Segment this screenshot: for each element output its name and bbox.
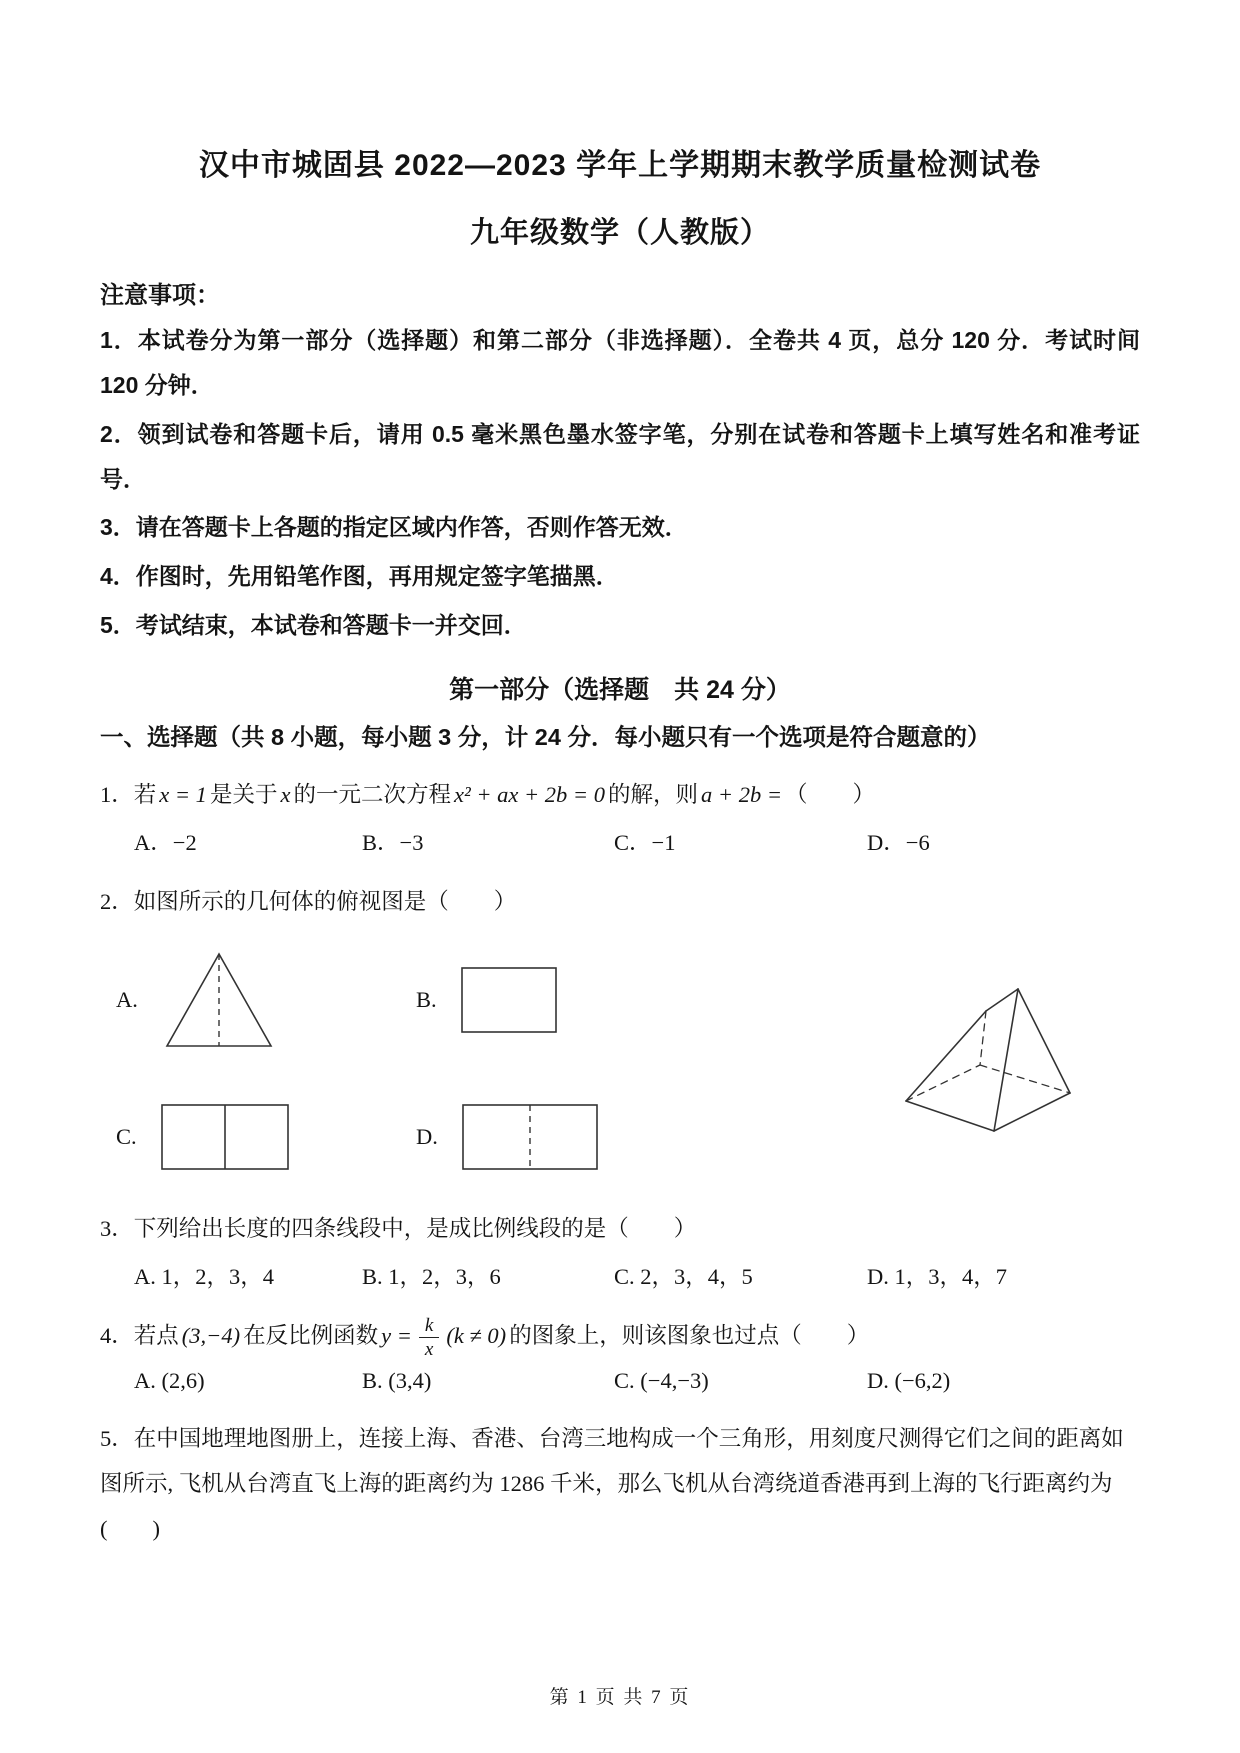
page-subtitle: 九年级数学（人教版）: [469, 217, 770, 249]
rectangle-with-solid-midline-figure: [159, 1102, 291, 1172]
option-b: B. (3,4): [362, 1368, 432, 1394]
figure-label-a: A.: [116, 986, 138, 1012]
notice-item-5: 5．考试结束，本试卷和答题卡一并交回．: [100, 612, 527, 639]
figure-option-a: [116, 950, 416, 1050]
text-segment: 的解，则: [608, 781, 699, 807]
option-a: A．−2: [134, 829, 197, 855]
figure-label-d: D.: [416, 1123, 438, 1149]
math-segment: y =: [381, 1322, 412, 1348]
answer-figures-grid: [100, 950, 746, 1172]
answer-blank: （ ）: [785, 781, 876, 807]
section-instructions: 一、选择题（共 8 小题，每小题 3 分，计 24 分．每小题只有一个选项是符合题意的）: [100, 723, 991, 750]
text-segment: 2．如图所示的几何体的俯视图是（ ）: [100, 888, 517, 914]
solid-figure-wrap: [894, 981, 1140, 1141]
option-c: C．−1: [614, 829, 676, 855]
page-title: 汉中市城固县 2022—2023 学年上学期期末教学质量检测试卷: [198, 149, 1042, 182]
option-b: B．−3: [362, 829, 424, 855]
math-segment: a + 2b =: [701, 781, 783, 807]
question-3-options: [100, 1259, 1140, 1291]
notice-heading: 注意事项：: [100, 282, 220, 309]
option-a: A. 1，2，3，4: [134, 1263, 274, 1289]
fraction-denominator: x: [419, 1337, 439, 1360]
section-part-title: 第一部分（选择题 共 24 分）: [449, 675, 791, 704]
question-2-text: [100, 879, 1140, 924]
option-d: D. 1，3，4，7: [867, 1263, 1007, 1289]
option-b: B. 1，2，3，6: [362, 1263, 501, 1289]
question-1-text: [100, 772, 1140, 817]
question-4-options: [100, 1368, 1140, 1394]
option-c: C. 2，3，4，5: [614, 1263, 753, 1289]
math-segment: x: [280, 781, 291, 807]
question-1: [100, 772, 1140, 857]
answer-blank: （ ）: [779, 1322, 870, 1348]
option-a: A. (2,6): [134, 1368, 205, 1394]
math-segment: x² + ax + 2b = 0: [453, 781, 605, 807]
notice-section: [100, 275, 1140, 648]
notice-item-2: 2．领到试卷和答题卡后，请用 0.5 毫米黑色墨水签字笔，分别在试卷和答题卡上填写姓名和准考证号．: [100, 420, 1140, 492]
triangular-prism-figure: [894, 981, 1084, 1141]
rectangle-figure: [459, 965, 559, 1035]
question-3-text: [100, 1206, 1140, 1251]
figure-label-b: B.: [416, 986, 437, 1012]
question-2-figures: [100, 950, 1140, 1172]
option-d: D. (−6,2): [867, 1368, 951, 1394]
question-4: [100, 1313, 1140, 1394]
math-segment: (3,−4): [181, 1322, 241, 1348]
text-segment: 是关于: [209, 781, 278, 807]
figure-option-b: [416, 965, 746, 1035]
page-footer: 第 1 页 共 7 页: [549, 1687, 691, 1708]
fraction-k-over-x: [419, 1315, 439, 1360]
text-segment: 的一元二次方程: [293, 781, 451, 807]
question-5: [100, 1416, 1140, 1551]
text-segment: 3．下列给出长度的四条线段中，是成比例线段的是（ ）: [100, 1215, 697, 1241]
figure-option-c: [116, 1102, 416, 1172]
math-segment: (k ≠ 0): [446, 1322, 507, 1348]
figure-label-c: C.: [116, 1123, 137, 1149]
notice-item-4: 4．作图时，先用铅笔作图，再用规定签字笔描黑．: [100, 563, 619, 590]
question-2: [100, 879, 1140, 1172]
question-5-text: [100, 1416, 1140, 1551]
figure-option-d: [416, 1102, 746, 1172]
question-3: [100, 1206, 1140, 1291]
text-segment: 4．若点: [100, 1322, 179, 1348]
question-4-text: [100, 1313, 1140, 1360]
option-c: C. (−4,−3): [614, 1368, 709, 1394]
triangle-with-dashed-axis-figure: [160, 950, 278, 1050]
option-d: D．−6: [867, 829, 930, 855]
text-segment: 5．在中国地理地图册上，连接上海、香港、台湾三地构成一个三角形，用刻度尺测得它们之间的距离如图所示, 飞机从台湾直飞上海的距离约为 1286 千米，那么飞机从台湾绕道香港再到上海的飞行距离约为( ): [100, 1426, 1124, 1542]
rectangle-with-dashed-midline-figure: [460, 1102, 600, 1172]
question-1-options: [100, 825, 1140, 857]
notice-item-1: 1．本试卷分为第一部分（选择题）和第二部分（非选择题）．全卷共 4 页，总分 120 分．考试时间 120 分钟．: [100, 327, 1140, 398]
math-segment: x = 1: [159, 781, 207, 807]
text-segment: 1．若: [100, 781, 157, 807]
notice-item-3: 3．请在答题卡上各题的指定区域内作答，否则作答无效．: [100, 514, 688, 541]
fraction-numerator: k: [424, 1315, 434, 1337]
text-segment: 在反比例函数: [243, 1322, 379, 1348]
text-segment: 的图象上，则该图象也过点: [509, 1322, 780, 1348]
